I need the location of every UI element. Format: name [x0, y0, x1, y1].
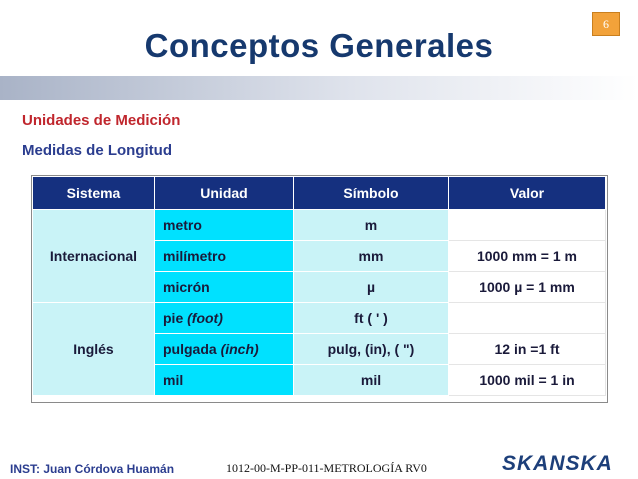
units-table — [32, 176, 606, 396]
unidad-name: pie — [163, 310, 184, 326]
page-number: 6 — [603, 16, 609, 31]
table-row — [33, 210, 606, 241]
sistema-cell: Internacional — [33, 210, 155, 303]
unidad-note: (foot) — [187, 310, 223, 326]
valor-cell — [449, 303, 606, 334]
title-divider — [0, 76, 638, 100]
skanska-logo: SKANSKA — [502, 452, 613, 475]
sistema-cell: Inglés — [33, 303, 155, 396]
header-unidad: Unidad — [155, 177, 294, 210]
simbolo-cell: m — [294, 210, 449, 241]
author-credit: INST: Juan Córdova Huamán — [10, 462, 175, 476]
valor-cell: 1000 mil = 1 in — [449, 365, 606, 396]
simbolo-cell: pulg, (in), ( ") — [294, 334, 449, 365]
document-code: 1012-00-M-PP-011-METROLOGÍA RV0 — [226, 461, 427, 475]
unidad-cell: metro — [155, 210, 294, 241]
simbolo-cell: ft ( ' ) — [294, 303, 449, 334]
valor-cell: 1000 µ = 1 mm — [449, 272, 606, 303]
valor-cell — [449, 210, 606, 241]
subsection-heading: Medidas de Longitud — [22, 142, 172, 159]
simbolo-cell: mm — [294, 241, 449, 272]
header-valor: Valor — [449, 177, 606, 210]
simbolo-cell: µ — [294, 272, 449, 303]
unidad-note: (inch) — [220, 341, 259, 357]
table-header-row — [33, 177, 606, 210]
unidad-cell: milímetro — [155, 241, 294, 272]
header-simbolo: Símbolo — [294, 177, 449, 210]
unidad-name: pulgada — [163, 341, 217, 357]
unidad-cell — [155, 334, 294, 365]
simbolo-cell: mil — [294, 365, 449, 396]
table-row — [33, 303, 606, 334]
section-heading: Unidades de Medición — [22, 112, 181, 129]
unidad-cell — [155, 303, 294, 334]
header-sistema: Sistema — [33, 177, 155, 210]
unidad-cell: mil — [155, 365, 294, 396]
slide-title: Conceptos Generales — [144, 27, 494, 64]
valor-cell: 12 in =1 ft — [449, 334, 606, 365]
unidad-cell: micrón — [155, 272, 294, 303]
valor-cell: 1000 mm = 1 m — [449, 241, 606, 272]
